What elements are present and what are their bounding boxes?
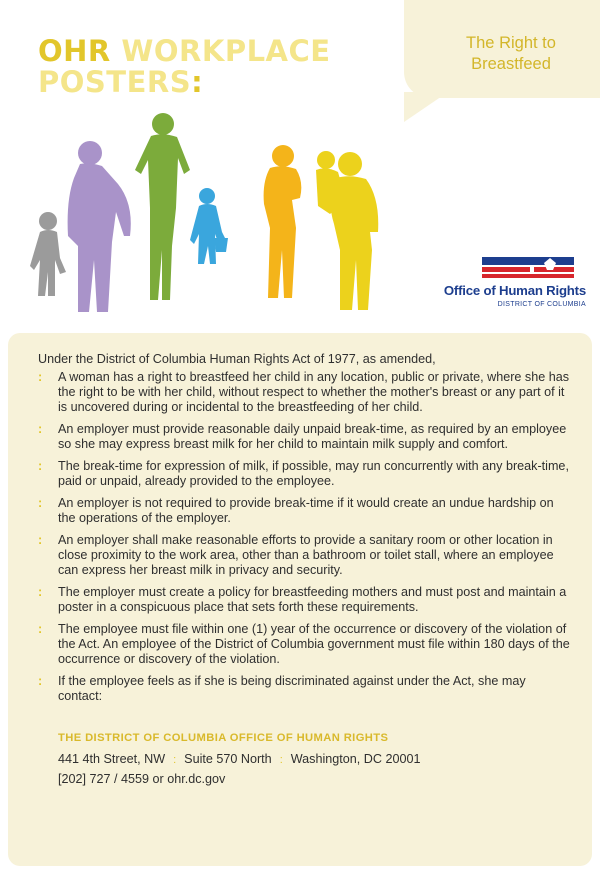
list-item [30,370,570,415]
list-item-text: An employer must provide reasonable daily unpaid break-time, as required by an employee so she may express breast milk for her child to maintain milk supply and comfort. [58,422,567,451]
woman-yellow-figure [316,151,378,310]
address-separator: : [173,754,177,766]
title-line-1 [38,36,331,67]
family-silhouettes [0,100,420,320]
bullet-mark: : [38,585,43,599]
address-separator: : [279,754,283,766]
title-line-2 [38,67,331,98]
logo-office-name: Office of Human Rights [443,283,586,298]
list-item [30,622,570,667]
bullet-mark: : [38,622,43,636]
list-item-text: The employer must create a policy for breastfeeding mothers and must post and maintain a poster in a conspicuous place that sets forth these requirements. [58,585,567,614]
list-item [30,585,570,615]
bullet-mark: : [38,459,43,473]
contact-suite: Suite 570 North [184,752,272,766]
title-ohr: OHR [38,34,111,68]
child-blue-figure [190,188,228,264]
bullet-mark: : [38,674,43,688]
rights-list [30,370,570,711]
list-item [30,496,570,526]
title-colon: : [191,65,204,99]
title-posters: POSTERS [38,65,192,99]
contact-city: Washington, DC 20001 [290,752,421,766]
woman-green-figure [135,113,190,300]
list-item-text: An employer shall make reasonable efforts to provide a sanitary room or other location in close proximity to the work area, other than a bathroom or toilet stall, where an employee can express her breast milk in privacy and security. [58,533,554,577]
list-item-text: If the employee feels as if she is being discriminated against under the Act, she may contact: [58,674,526,703]
woman-purple-figure [68,141,131,312]
list-item-text: The break-time for expression of milk, if possible, may run concurrently with any break-time, paid or unpaid, already provided to the employee. [58,459,569,488]
list-item [30,533,570,578]
title-workplace: WORKPLACE [121,34,331,68]
contact-organization: THE DISTRICT OF COLUMBIA OFFICE OF HUMAN RIGHTS [58,732,389,744]
bullet-mark: : [38,370,43,384]
list-item-text: An employer is not required to provide break-time if it would create an undue hardship on the operations of the employer. [58,496,554,525]
bullet-mark: : [38,496,43,510]
logo-district-name: DISTRICT OF COLUMBIA [497,301,586,308]
list-item-text: The employee must file within one (1) year of the occurrence or discovery of the violation of the Act. An employee of the District of Columbia government must file within 180 days of the occurrence or discovery of the violation. [58,622,570,666]
child-gray-figure [30,212,66,296]
list-item-text: A woman has a right to breastfeed her child in any location, public or private, where she has the right to be with her child, without respect to whether the mother's breast or any part of it is uncovered during or incidental to the breastfeeding of her child. [58,370,570,414]
intro-text: Under the District of Columbia Human Rights Act of 1977, as amended, [38,352,436,366]
contact-phone-web: [202] 727 / 4559 or ohr.dc.gov [58,772,226,786]
contact-block [58,732,578,789]
page-title [38,36,331,98]
poster-subtitle: The Right to Breastfeed [466,34,556,73]
bullet-mark: : [38,422,43,436]
bullet-mark: : [38,533,43,547]
woman-orange-figure [264,145,302,298]
contact-address [58,750,578,770]
list-item [30,459,570,489]
flag-stars-stripes-icon [482,257,574,278]
contact-street: 441 4th Street, NW [58,752,166,766]
list-item [30,674,570,704]
list-item [30,422,570,452]
